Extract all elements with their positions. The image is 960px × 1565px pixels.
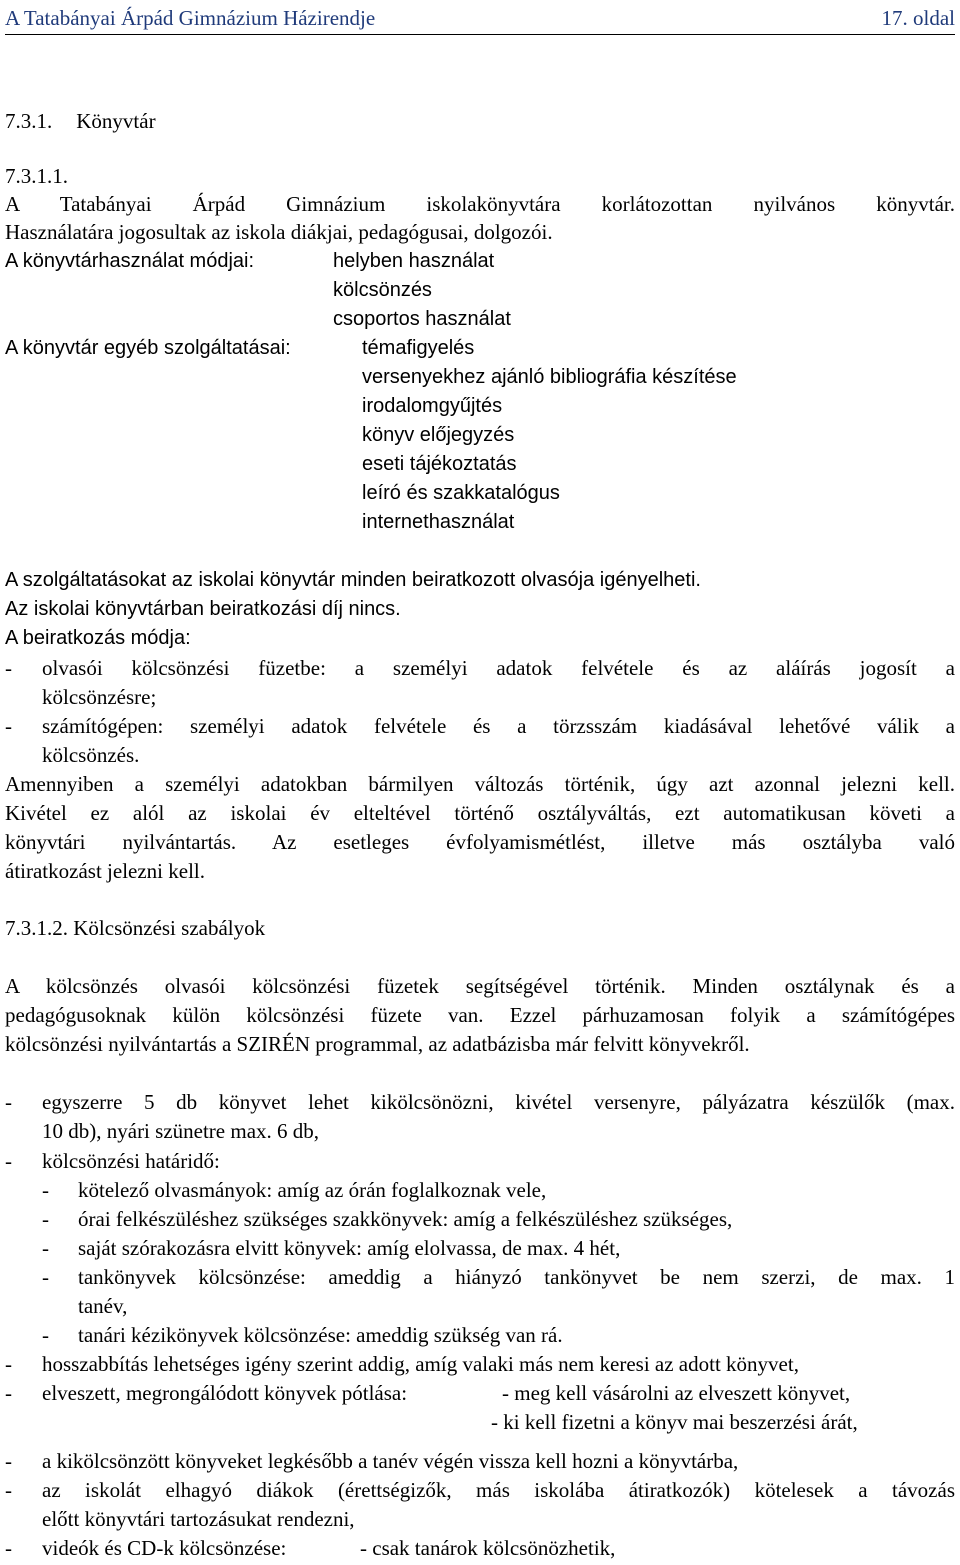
sub-rule-item: kötelező olvasmányok: amíg az órán foglalkoznak vele,	[78, 1178, 547, 1202]
rule-sub-detail: - ki kell fizetni a könyv mai beszerzési árát,	[491, 1410, 858, 1434]
rule-item: elveszett, megrongálódott könyvek pótlása:	[42, 1381, 408, 1405]
service-item: versenyekhez ajánló bibliográfia készítése	[362, 366, 737, 388]
intro-line-1: A Tatabányai Árpád Gimnázium iskolakönyvtára korlátozottan nyilvános könyvtár.	[5, 192, 955, 216]
rule-item: kölcsönzési határidő:	[42, 1149, 220, 1173]
service-item: leíró és szakkatalógus	[362, 482, 560, 504]
para-line: Az iskolai könyvtárban beiratkozási díj nincs.	[5, 598, 401, 620]
list-dash: -	[5, 1478, 12, 1502]
para2-line: könyvtári nyilvántartás. Az esetleges évfolyamismétlést, illetve más osztályba való	[5, 830, 955, 854]
rule-sub-detail: - csak tanárok kölcsönözhetik,	[360, 1536, 616, 1560]
sub-rule-item: tankönyvek kölcsönzése: ameddig a hiányzó tankönyvet be nem szerzi, de max. 1	[78, 1265, 955, 1289]
rule-item: az iskolát elhagyó diákok (érettségizők, más iskolába átiratkozók) kötelesek a távozás	[42, 1478, 955, 1502]
list-dash: -	[5, 1381, 12, 1405]
service-item: eseti tájékoztatás	[362, 453, 517, 475]
enroll-line-1: olvasói kölcsönzési füzetbe: a személyi adatok felvétele és az aláírás jogosít a	[42, 656, 955, 680]
section-number-7311: 7.3.1.1.	[5, 164, 68, 188]
service-item: témafigyelés	[362, 337, 475, 359]
enroll-line-2: számítógépen: személyi adatok felvétele és a törzsszám kiadásával lehetővé válik a	[42, 714, 955, 738]
para2-line: átiratkozást jelezni kell.	[5, 859, 205, 883]
sub-rule-item: tanári kézikönyvek kölcsönzése: ameddig szükség van rá.	[78, 1323, 563, 1347]
list-dash: -	[42, 1207, 49, 1231]
enroll-line-1b: kölcsönzésre;	[42, 685, 157, 709]
intro-line-2: Használatára jogosultak az iskola diákjai, pedagógusai, dolgozói.	[5, 220, 553, 244]
section-heading-7312: 7.3.1.2. Kölcsönzési szabályok	[5, 916, 266, 940]
rule-item: hosszabbítás lehetséges igény szerint addig, amíg valaki más nem keresi az adott könyvet,	[42, 1352, 799, 1376]
para-line: A beiratkozás módja:	[5, 627, 191, 649]
service-item: könyv előjegyzés	[362, 424, 515, 446]
section-title: Könyvtár	[76, 109, 156, 133]
usage-item: csoportos használat	[333, 308, 511, 330]
service-item: internethasználat	[362, 511, 515, 533]
rule-item: videók és CD-k kölcsönzése:	[42, 1536, 287, 1560]
list-dash: -	[5, 656, 12, 680]
rule-item-cont: előtt könyvtári tartozásukat rendezni,	[42, 1507, 355, 1531]
usage-item: kölcsönzés	[333, 279, 432, 301]
rule-item-cont: 10 db), nyári szünetre max. 6 db,	[42, 1119, 320, 1143]
header-title: A Tatabányai Árpád Gimnázium Házirendje	[5, 6, 376, 30]
list-dash: -	[5, 1090, 12, 1114]
service-item: irodalomgyűjtés	[362, 395, 503, 417]
para2-line: Amennyiben a személyi adatokban bármilyen változás történik, úgy azt azonnal jelezni kell.	[5, 772, 955, 796]
rule-sub-detail: - meg kell vásárolni az elveszett könyvet,	[502, 1381, 851, 1405]
list-dash: -	[5, 1352, 12, 1376]
list-dash: -	[5, 1536, 12, 1560]
para3-line: kölcsönzési nyilvántartás a SZIRÉN programmal, az adatbázisba már felvitt könyvekről.	[5, 1032, 750, 1056]
sub-rule-item: órai felkészüléshez szükséges szakkönyvek: amíg a felkészüléshez szükséges,	[78, 1207, 733, 1231]
list-dash: -	[42, 1236, 49, 1260]
rule-item: a kikölcsönzött könyveket legkésőbb a tanév végén vissza kell hozni a könyvtárba,	[42, 1449, 739, 1473]
para-line: A szolgáltatásokat az iskolai könyvtár minden beiratkozott olvasója igényelheti.	[5, 569, 701, 591]
page-header	[5, 4, 955, 35]
list-dash: -	[5, 1449, 12, 1473]
para3-line: A kölcsönzés olvasói kölcsönzési füzetek segítségével történik. Minden osztálynak és a	[5, 974, 955, 998]
para2-line: Kivétel ez alól az iskolai év elteltével történő osztályváltás, ezt automatikusan követi a	[5, 801, 955, 825]
list-dash: -	[5, 714, 12, 738]
enroll-line-2b: kölcsönzés.	[42, 743, 140, 767]
list-dash: -	[42, 1265, 49, 1289]
usage-item: helyben használat	[333, 250, 495, 272]
section-heading-731	[5, 107, 955, 136]
header-page-number: 17. oldal	[881, 6, 955, 30]
list-dash: -	[5, 1149, 12, 1173]
list-dash: -	[42, 1178, 49, 1202]
para3-line: pedagógusoknak külön kölcsönzési füzete van. Ezzel párhuzamosan folyik a számítógépes	[5, 1003, 955, 1027]
list-dash: -	[42, 1323, 49, 1347]
section-number: 7.3.1.	[5, 109, 53, 133]
sub-rule-item-cont: tanév,	[78, 1294, 128, 1318]
services-label: A könyvtár egyéb szolgáltatásai:	[5, 337, 291, 359]
rule-item: egyszerre 5 db könyvet lehet kikölcsönözni, kivétel versenyre, pályázatra készülők (max.	[42, 1090, 955, 1114]
usage-label: A könyvtárhasználat módjai:	[5, 250, 255, 272]
sub-rule-item: saját szórakozásra elvitt könyvek: amíg elolvassa, de max. 4 hét,	[78, 1236, 621, 1260]
